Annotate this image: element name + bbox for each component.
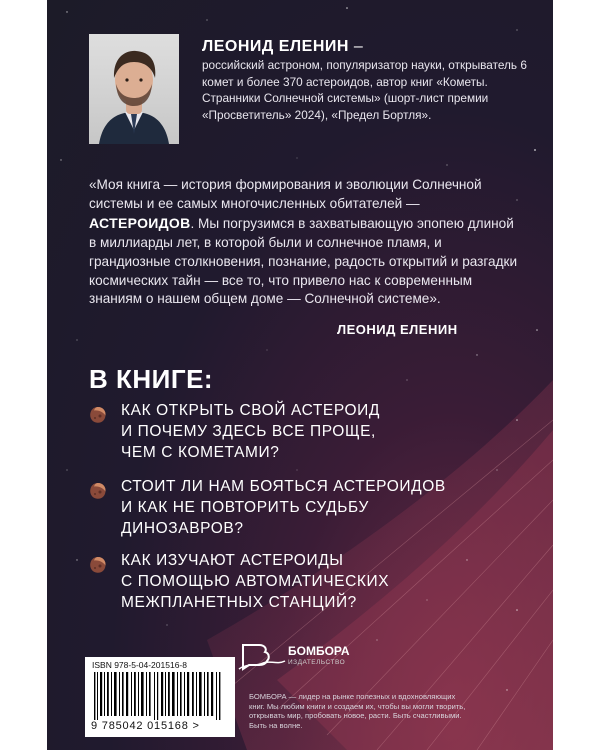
barcode-box	[85, 657, 235, 737]
author-bio: российский астроном, популяризатор науки, открыватель 6 комет и более 370 астероидов, автор книг «Кометы. Странники Солнечной системы» (шорт-лист премии «Просветитель» 2024), «Предел Бортля».	[202, 58, 527, 122]
author-quote: «Моя книга — история формирования и эволюции Солнечной системы и ее самых многочисленных обитателей — АСТЕРОИДОВ. Мы погрузимся в захватывающую эпопею длиной в миллиарды лет, в которой были и солнечное пламя, и грандиозные столкновения, познание, радость открытий и разгадки космических тайн — все то, что привело нас к современным знаниям о нашем общем доме — Солнечной системе».	[89, 177, 518, 307]
topic-line: ДИНОЗАВРОВ?	[121, 520, 244, 537]
topic-line: ЧЕМ С КОМЕТАМИ?	[121, 444, 280, 461]
book-back-cover	[47, 0, 553, 750]
barcode-digits: 9 785042 015168 >	[91, 720, 200, 732]
topic-line: И КАК НЕ ПОВТОРИТЬ СУДЬБУ	[121, 499, 369, 516]
topic-line: СТОИТ ЛИ НАМ БОЯТЬСЯ АСТЕРОИДОВ	[121, 478, 446, 495]
topic-line: КАК ОТКРЫТЬ СВОЙ АСТЕРОИД	[121, 402, 380, 419]
topic-line: С ПОМОЩЬЮ АВТОМАТИЧЕСКИХ	[121, 573, 390, 590]
isbn-number: ISBN 978-5-04-201516-8	[92, 660, 187, 670]
publisher-description: БОМБОРА — лидер на рынке полезных и вдохновляющих книг. Мы любим книги и создаем их, чтобы вы могли творить, открывать мир, пробовать новое, расти. Быть счастливыми. Быть на волне.	[249, 692, 466, 730]
asteroid-icon	[89, 406, 107, 424]
topic-line: И ПОЧЕМУ ЗДЕСЬ ВСЕ ПРОЩЕ,	[121, 423, 376, 440]
publisher-logo-icon	[237, 641, 287, 671]
barcode-graphic	[92, 672, 228, 720]
asteroid-icon	[89, 482, 107, 500]
topic-line: КАК ИЗУЧАЮТ АСТЕРОИДЫ	[121, 552, 344, 569]
asteroid-icon	[89, 556, 107, 574]
publisher-brand-sub: ИЗДАТЕЛЬСТВО	[288, 659, 346, 666]
publisher-brand: БОМБОРА	[288, 644, 350, 658]
author-portrait	[89, 34, 179, 144]
topic-line: МЕЖПЛАНЕТНЫХ СТАНЦИЙ?	[121, 594, 357, 611]
quote-signature: ЛЕОНИД ЕЛЕНИН	[337, 322, 458, 337]
quote-emphasis: АСТЕРОИДОВ	[89, 214, 191, 231]
section-title: В КНИГЕ:	[89, 364, 214, 394]
author-name: ЛЕОНИД ЕЛЕНИН –	[202, 38, 364, 55]
